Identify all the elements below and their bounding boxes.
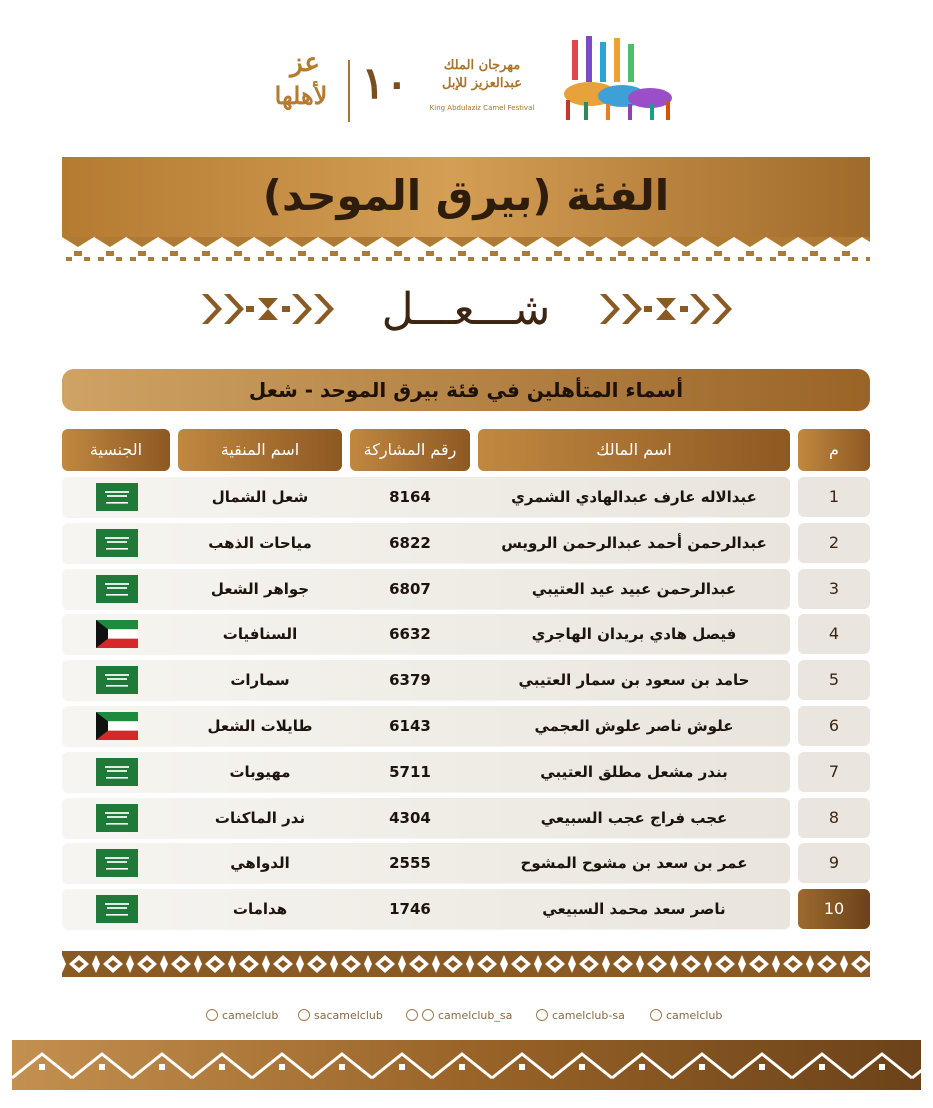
row-number: 8 — [798, 798, 870, 838]
social-facebook[interactable] — [298, 1004, 383, 1026]
saudi-flag — [96, 529, 138, 557]
slogan-line1: عز — [290, 48, 320, 78]
owner-name: عمر بن سعد بن مشوح المشوح — [520, 854, 748, 872]
header-owner-name: اسم المالك — [478, 429, 790, 471]
owner-name: حامد بن سعود بن سمار العتيبي — [518, 671, 750, 689]
row-number: 9 — [798, 843, 870, 883]
snapchat-icon — [536, 1009, 548, 1021]
owner-name: عبدالرحمن أحمد عبدالرحمن الرويس — [501, 534, 767, 552]
camel-name: شعل الشمال — [211, 488, 309, 506]
social-handle: camelclub — [222, 1008, 279, 1022]
header-camel-name: اسم المنقية — [178, 429, 342, 471]
saudi-flag — [96, 849, 138, 877]
participation-number: 6807 — [389, 580, 431, 598]
social-handle: camelclub — [666, 1008, 723, 1022]
saudi-flag — [96, 666, 138, 694]
owner-name: بندر مشعل مطلق العتيبي — [540, 763, 728, 781]
owner-name: فيصل هادي بريدان الهاجري — [531, 625, 737, 643]
row-number: 2 — [798, 523, 870, 563]
social-snapchat[interactable] — [536, 1004, 625, 1026]
saudi-flag — [96, 575, 138, 603]
camel-name: السنافيات — [222, 625, 298, 643]
row-number: 6 — [798, 706, 870, 746]
camel-name: مياحات الذهب — [208, 534, 312, 552]
owner-name: عبدالرحمن عبيد عيد العتيبي — [531, 580, 737, 598]
bottom-decorative-border — [62, 951, 870, 977]
camel-name: طايلات الشعل — [207, 717, 313, 735]
category-name: شـــعـــل — [381, 284, 551, 335]
row-number: 5 — [798, 660, 870, 700]
social-handle: camelclub_sa — [438, 1008, 513, 1022]
social-instagram-tiktok[interactable] — [406, 1004, 512, 1026]
row-number: 4 — [798, 614, 870, 654]
participation-number: 6379 — [389, 671, 431, 689]
participation-number: 6822 — [389, 534, 431, 552]
saudi-flag — [96, 804, 138, 832]
camel-name: سمارات — [230, 671, 290, 689]
camel-name: الدواهي — [230, 854, 290, 872]
festival-camels-logo — [550, 34, 680, 124]
festival-name-line2: عبدالعزيز للإبل — [441, 76, 523, 91]
owner-name: ناصر سعد محمد السبيعي — [542, 900, 726, 918]
participation-number: 4304 — [389, 809, 431, 827]
row-number: 7 — [798, 752, 870, 792]
title-banner-fringe — [62, 237, 870, 263]
festival-name-en: King Abdulaziz Camel Festival — [429, 104, 535, 112]
slogan-line2: لأهلها — [274, 81, 328, 110]
decorative-motif-right — [596, 286, 736, 332]
owner-name: علوش ناصر علوش العجمي — [534, 717, 734, 735]
page-title: الفئة (بيرق الموحد) — [262, 171, 670, 220]
logo-divider — [348, 60, 350, 122]
social-handle: sacamelclub — [314, 1008, 383, 1022]
kuwait-flag — [96, 620, 138, 648]
x-icon — [206, 1009, 218, 1021]
camel-name: ندر الماكنات — [214, 809, 306, 827]
participation-number: 8164 — [389, 488, 431, 506]
participation-number: 6143 — [389, 717, 431, 735]
social-links — [180, 1004, 740, 1026]
kuwait-flag — [96, 712, 138, 740]
row-number: 10 — [798, 889, 870, 929]
linkedin-icon — [650, 1009, 662, 1021]
footer-decorative-band — [12, 1040, 921, 1090]
row-number: 3 — [798, 569, 870, 609]
participation-number: 6632 — [389, 625, 431, 643]
participation-number: 5711 — [389, 763, 431, 781]
saudi-flag — [96, 758, 138, 786]
instagram-icon — [422, 1009, 434, 1021]
saudi-flag — [96, 483, 138, 511]
tiktok-icon — [406, 1009, 418, 1021]
header-participation-number: رقم المشاركة — [350, 429, 470, 471]
social-handle: camelclub-sa — [552, 1008, 625, 1022]
participation-number: 1746 — [389, 900, 431, 918]
festival-name-line1: مهرجان الملك — [443, 58, 521, 73]
row-number: 1 — [798, 477, 870, 517]
social-x[interactable] — [206, 1004, 278, 1026]
camel-name: مهيوبات — [229, 763, 291, 781]
header-number: م — [798, 429, 870, 471]
header-nationality: الجنسية — [62, 429, 170, 471]
facebook-icon — [298, 1009, 310, 1021]
saudi-flag — [96, 895, 138, 923]
subtitle-text: أسماء المتأهلين في فئة بيرق الموحد - شعل — [248, 378, 684, 402]
camel-name: هدامات — [232, 900, 288, 918]
social-linkedin[interactable] — [650, 1004, 722, 1026]
edition-number: ١٠ — [361, 58, 409, 109]
participation-number: 2555 — [389, 854, 431, 872]
owner-name: عبدالاله عارف عبدالهادي الشمري — [511, 488, 757, 506]
owner-name: عجب فراج عجب السبيعي — [540, 809, 728, 827]
camel-name: جواهر الشعل — [210, 580, 310, 598]
